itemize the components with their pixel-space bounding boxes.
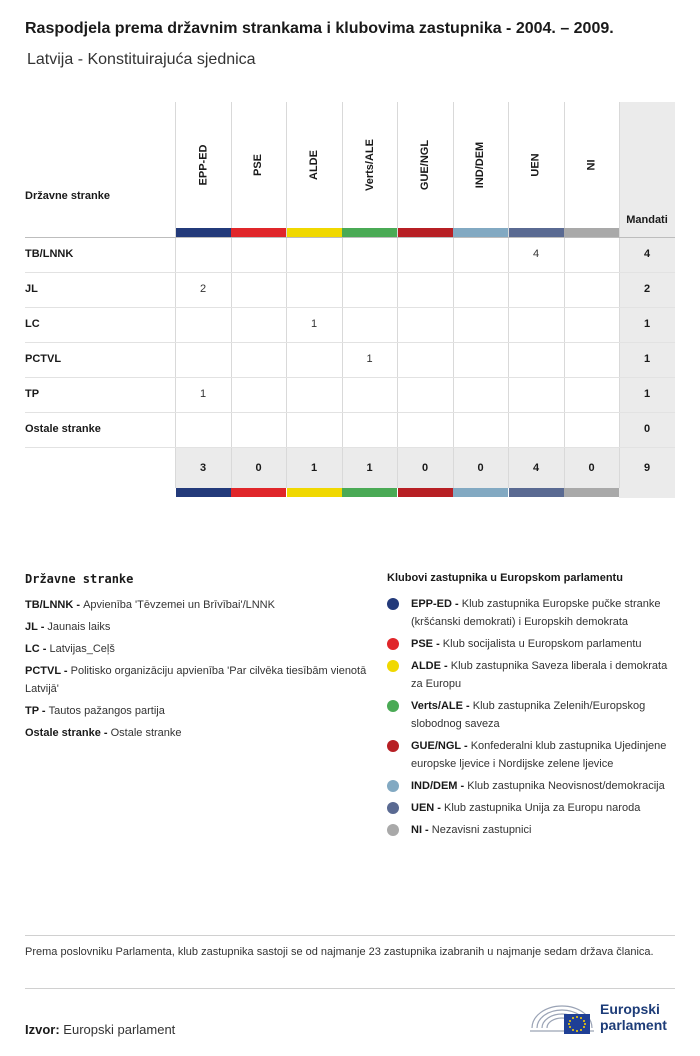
group-color-bar-top xyxy=(287,228,342,237)
separator: - xyxy=(462,700,473,712)
group-legend-text xyxy=(411,777,665,795)
separator: - xyxy=(434,802,445,814)
footer-divider-bottom xyxy=(25,988,675,989)
table-cell: 1 xyxy=(199,388,207,400)
group-legend-item xyxy=(387,777,677,795)
column-header-ni xyxy=(564,102,620,228)
column-total: 0 xyxy=(588,462,595,474)
table-cell xyxy=(342,377,398,412)
color-dot-icon xyxy=(387,780,399,792)
table-cell xyxy=(397,342,453,377)
table-cell xyxy=(453,237,509,272)
row-total: 1 xyxy=(643,318,651,330)
footnote: Prema poslovniku Parlamenta, klub zastupnika sastoji se od najmanje 23 zastupnika izabranih u najmanje sedam država članica. xyxy=(25,946,654,958)
group-code: NI xyxy=(411,824,422,836)
group-legend-text xyxy=(411,799,640,817)
table-cell: 4 xyxy=(532,248,540,260)
grand-total: 9 xyxy=(643,462,651,474)
table-cell xyxy=(564,412,620,447)
table-cell xyxy=(175,237,231,272)
column-header-label: PSE xyxy=(252,153,265,177)
party-legend-item xyxy=(25,662,370,698)
table-cell xyxy=(175,412,231,447)
table-cell xyxy=(286,272,342,307)
color-dot-icon xyxy=(387,824,399,836)
group-code: ALDE xyxy=(411,660,441,672)
party-code: JL xyxy=(25,621,38,633)
group-description: Klub zastupnika Saveza liberala i demokrata za Europu xyxy=(411,660,668,690)
separator: - xyxy=(460,740,471,752)
group-color-bar-top xyxy=(509,228,564,237)
table-cell xyxy=(397,237,453,272)
row-label-party: Ostale stranke xyxy=(25,423,101,435)
table-cell xyxy=(453,377,509,412)
group-description: Klub zastupnika Unija za Europu naroda xyxy=(444,802,641,814)
table-cell xyxy=(286,412,342,447)
color-dot-icon xyxy=(387,740,399,752)
group-legend xyxy=(387,572,677,843)
group-description: Nezavisni zastupnici xyxy=(431,824,532,836)
group-description: Klub socijalista u Europskom parlamentu xyxy=(442,638,642,650)
group-legend-item xyxy=(387,595,677,631)
color-dot-icon xyxy=(387,598,399,610)
row-label-party: PCTVL xyxy=(25,353,62,365)
group-color-bar-bottom xyxy=(398,488,453,497)
page-subtitle: Latvija - Konstituirajuća sjednica xyxy=(27,51,256,68)
table-cell xyxy=(397,377,453,412)
table-cell xyxy=(564,342,620,377)
group-code: UEN xyxy=(411,802,435,814)
row-label-party: LC xyxy=(25,318,40,330)
separator: - xyxy=(457,780,468,792)
column-header-guengl xyxy=(397,102,453,228)
party-description: Politisko organizāciju apvienība 'Par cilvēka tiesībām vienotā Latvijā' xyxy=(25,665,367,695)
table-cell xyxy=(231,237,287,272)
table-cell xyxy=(342,412,398,447)
party-legend-title: Državne stranke xyxy=(25,572,134,586)
separator: - xyxy=(60,665,71,677)
party-legend-item xyxy=(25,702,370,720)
column-header-vertsale xyxy=(342,102,398,228)
separator: - xyxy=(100,727,111,739)
separator: - xyxy=(433,638,443,650)
party-code: TP xyxy=(25,705,39,717)
table-cell xyxy=(508,342,564,377)
party-legend-item xyxy=(25,596,370,614)
table-cell xyxy=(175,307,231,342)
table-cell xyxy=(564,237,620,272)
group-color-bar-top xyxy=(398,228,453,237)
group-legend-text xyxy=(411,657,677,693)
group-legend-item xyxy=(387,697,677,733)
group-color-bar-top xyxy=(453,228,508,237)
group-legend-title: Klubovi zastupnika u Europskom parlamentu xyxy=(387,572,623,584)
column-header-uen xyxy=(508,102,564,228)
separator: - xyxy=(38,705,49,717)
logo-line-2: parlament xyxy=(600,1017,667,1033)
table-cell xyxy=(397,307,453,342)
table-cell xyxy=(453,272,509,307)
table-cell: 1 xyxy=(366,353,373,365)
group-color-bar-bottom xyxy=(231,488,286,497)
column-header-alde xyxy=(286,102,342,228)
table-cell xyxy=(175,342,231,377)
table-cell xyxy=(286,377,342,412)
column-header-label: Verts/ALE xyxy=(363,139,376,191)
row-total: 1 xyxy=(643,353,651,365)
group-color-bar-top xyxy=(176,228,231,237)
table-cell xyxy=(231,412,287,447)
group-color-bar-top xyxy=(564,228,619,237)
source-label: Izvor: xyxy=(25,1022,60,1037)
column-header-inddem xyxy=(453,102,509,228)
table-cell xyxy=(231,342,287,377)
table-cell xyxy=(397,272,453,307)
party-legend-item xyxy=(25,618,370,636)
column-header-pse xyxy=(231,102,287,228)
source-line xyxy=(25,1022,175,1037)
table-cell xyxy=(231,272,287,307)
european-parliament-logo xyxy=(528,998,678,1038)
table-cell xyxy=(508,307,564,342)
group-code: IND/DEM xyxy=(411,780,458,792)
party-description: Tautos pažangos partija xyxy=(48,705,165,717)
color-dot-icon xyxy=(387,660,399,672)
color-dot-icon xyxy=(387,700,399,712)
group-color-bar-bottom xyxy=(287,488,342,497)
group-legend-text xyxy=(411,821,531,839)
group-legend-text xyxy=(411,737,677,773)
row-label-party: JL xyxy=(25,283,38,295)
group-color-bar-bottom xyxy=(176,488,231,497)
group-color-bar-bottom xyxy=(564,488,619,497)
separator: - xyxy=(440,660,451,672)
row-total: 1 xyxy=(643,388,651,400)
group-legend-item xyxy=(387,821,677,839)
column-header-label: EPP-ED xyxy=(197,144,209,186)
party-legend-item xyxy=(25,724,370,742)
column-total: 1 xyxy=(310,462,318,474)
party-code: TB/LNNK xyxy=(25,599,74,611)
group-code: EPP-ED xyxy=(411,598,452,610)
distribution-table xyxy=(25,102,675,500)
footer-divider-top xyxy=(25,935,675,936)
table-cell xyxy=(286,237,342,272)
column-total: 0 xyxy=(421,462,429,474)
column-header-label: IND/DEM xyxy=(474,141,487,189)
column-total: 3 xyxy=(199,462,207,474)
party-description: Latvijas_Ceļš xyxy=(49,643,115,655)
separator: - xyxy=(37,621,48,633)
mandati-header: Mandati xyxy=(626,214,668,226)
row-total: 4 xyxy=(643,248,651,260)
party-description: Apvienība 'Tēvzemei un Brīvībai'/LNNK xyxy=(83,599,275,611)
group-color-bar-top xyxy=(342,228,397,237)
group-legend-text xyxy=(411,635,642,653)
table-cell xyxy=(453,342,509,377)
group-code: GUE/NGL xyxy=(411,740,461,752)
column-total: 4 xyxy=(532,462,540,474)
group-legend-item xyxy=(387,799,677,817)
party-legend xyxy=(25,572,370,746)
group-legend-item xyxy=(387,635,677,653)
separator: - xyxy=(73,599,84,611)
group-legend-item xyxy=(387,737,677,773)
column-total: 0 xyxy=(255,462,262,474)
row-label-party: TP xyxy=(25,388,40,400)
page-title: Raspodjela prema državnim strankama i klubovima zastupnika - 2004. – 2009. xyxy=(25,20,614,37)
table-cell xyxy=(564,272,620,307)
group-description: Konfederalni klub zastupnika Ujedinjene europske ljevice i Nordijske zelene ljevice xyxy=(411,740,667,770)
group-description: Klub zastupnika Europske pučke stranke (kršćanski demokrati) i Europskih demokrata xyxy=(411,598,661,628)
group-description: Klub zastupnika Neovisnost/demokracija xyxy=(467,780,665,792)
group-color-bar-bottom xyxy=(342,488,397,497)
row-total: 0 xyxy=(643,423,651,435)
party-code: PCTVL xyxy=(25,665,61,677)
row-header-label: Državne stranke xyxy=(25,190,110,202)
source-value: Europski parlament xyxy=(63,1022,176,1037)
table-cell xyxy=(564,377,620,412)
party-code: Ostale stranke xyxy=(25,727,101,739)
table-cell xyxy=(286,342,342,377)
table-cell xyxy=(453,307,509,342)
group-legend-text xyxy=(411,697,677,733)
table-cell: 2 xyxy=(199,283,207,295)
column-total: 0 xyxy=(477,462,484,474)
party-legend-item xyxy=(25,640,370,658)
color-dot-icon xyxy=(387,638,399,650)
table-cell xyxy=(231,307,287,342)
table-cell xyxy=(453,412,509,447)
table-cell xyxy=(342,307,398,342)
party-code: LC xyxy=(25,643,40,655)
table-cell: 1 xyxy=(310,318,318,330)
separator: - xyxy=(39,643,50,655)
column-header-epped xyxy=(175,102,231,228)
column-header-label: GUE/NGL xyxy=(419,139,431,191)
table-cell xyxy=(508,412,564,447)
party-description: Ostale stranke xyxy=(110,727,182,739)
group-color-bar-top xyxy=(231,228,286,237)
column-header-label: ALDE xyxy=(307,150,320,180)
group-legend-text xyxy=(411,595,677,631)
separator: - xyxy=(451,598,462,610)
group-color-bar-bottom xyxy=(509,488,564,497)
group-color-bar-bottom xyxy=(453,488,508,497)
group-code: PSE xyxy=(411,638,434,650)
group-description: Klub zastupnika Zelenih/Europskog slobodnog saveza xyxy=(411,700,646,730)
row-total: 2 xyxy=(643,283,651,295)
group-legend-item xyxy=(387,657,677,693)
separator: - xyxy=(422,824,432,836)
logo-line-1: Europski xyxy=(600,1001,660,1017)
table-cell xyxy=(231,377,287,412)
column-total: 1 xyxy=(366,462,373,474)
column-header-label: UEN xyxy=(529,153,542,177)
party-description: Jaunais laiks xyxy=(47,621,111,633)
table-cell xyxy=(397,412,453,447)
parliament-hemicycle-icon xyxy=(528,998,596,1038)
color-dot-icon xyxy=(387,802,399,814)
table-cell xyxy=(508,377,564,412)
row-label-party: TB/LNNK xyxy=(25,248,74,260)
table-cell xyxy=(342,272,398,307)
table-cell xyxy=(342,237,398,272)
group-code: Verts/ALE xyxy=(411,700,463,712)
table-cell xyxy=(564,307,620,342)
table-cell xyxy=(508,272,564,307)
column-header-label: NI xyxy=(585,159,598,171)
